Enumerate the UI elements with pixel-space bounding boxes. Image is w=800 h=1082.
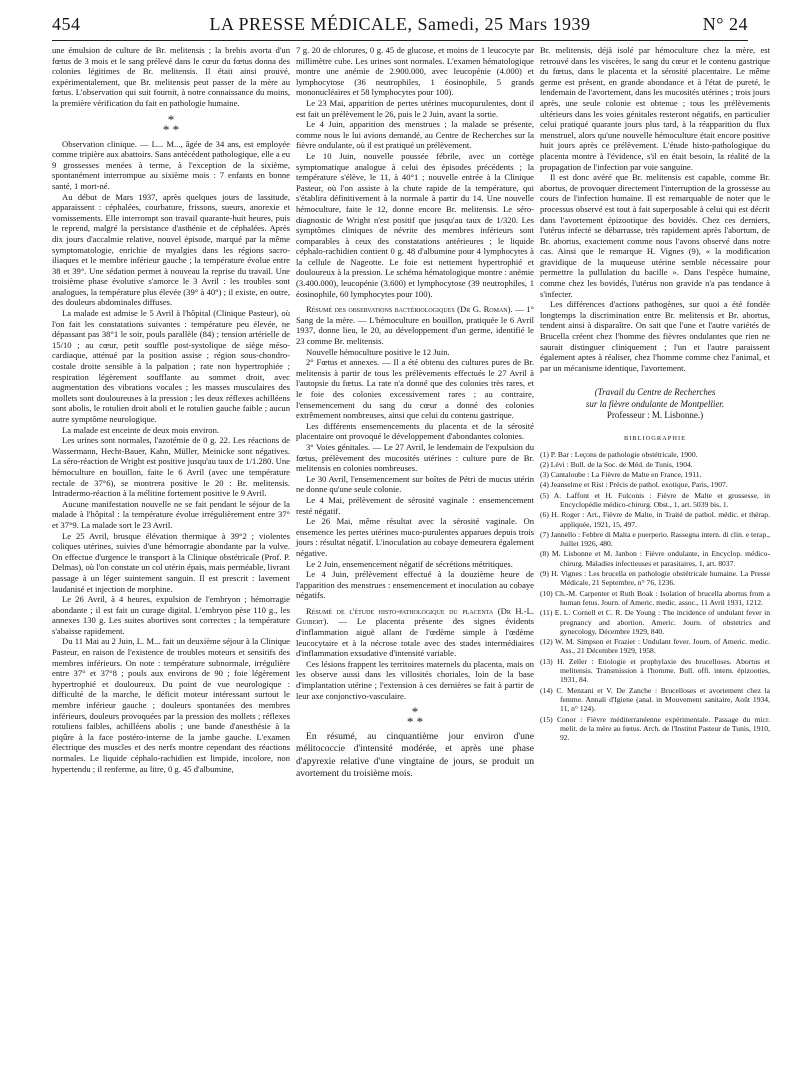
paragraph: Le 26 Mai, même résultat avec la sérosité vaginale. On ensemence les pertes utérines muco-purulentes apparues depuis trois jours : résultat négatif. L'inoculation au cobaye demeurera également négative.	[296, 516, 534, 558]
column-1	[52, 45, 290, 774]
credit-block	[540, 387, 770, 422]
bibliography-entry: (11) E. L. Cornell et C. R. De Young : The incidence of undulant fever in pregnancy and abortion. Americ. Journ. of obstetrics and gynecology, Décembre 1929, 840.	[540, 608, 770, 636]
paragraph: Ces lésions frappent les territoires maternels du placenta, mais on les observe aussi dans les villosités choriales, loin de la base d'implantation utérine ; l'extension à ces dernières se fait à partir de leur axe conjonctivo-vasculaire.	[296, 658, 534, 701]
paragraph: Il est donc avéré que Br. melitensis est capable, comme Br. abortus, de provoquer directement l'interruption de la grossesse au cours de l'infection humaine. Il est remarquable de noter que le processus observé est tout à fait superposable à celui qui est décrit dans l'avortement épizootique des bovidés. Chez ces derniers, l'utérus infecté se débarrasse, très rapidement après l'abortum, de Br. abortus, exactement comme nous l'avons observé dans notre cas. Ainsi que le remarque H. Vignes (9), « la modification gravidique de la muqueuse utérine semble nécessaire pour permettre la pullulation du bacille ». Dans l'espèce humaine, comme chez les bovidés, l'utérus non gravide n'a pas tendance à s'infecter.	[540, 172, 770, 299]
bibliography-entry: (2) Lévi : Bull. de la Soc. de Méd. de Tunis, 1904.	[540, 459, 693, 469]
heading-text: Résumé de l'étude histo-pathologique du placenta (Dr H.-L. Guibert).	[296, 605, 534, 627]
bibliography-entry: (14) C. Menzani et V. De Zanche : Brucelloses et avortement chez la femme. Annali d'Igiene (anal. in Mouvement sanitaire, Août 1934, 11, n° 124).	[540, 685, 770, 714]
paragraph: La malade est admise le 5 Avril à l'hôpital (Clinique Pasteur), où l'on fait les constatations suivantes : température peu élevée, ne dépassant pas 38°1 le soir, pouls parallèle (84) ; tension artérielle de 15/10 ; au cœur, petit souffle post-systolique de siège méso-cardiaque, atténué par la position assise ; région sous-chondro-costale droite sensible à la palpation ; rate non hypertrophiée ; respiration légèrement soufflante au sommet droit, avec augmentation des vibrations vocales ; les masses musculaires des mollets sont douloureuses à la pression ; les deux réflexes achilléens sont abolis, le rotulien droit aboli et le rotulien gauche faible ; aucun autre symptôme neurologique.	[52, 308, 290, 424]
paragraph: Le 10 Juin, nouvelle poussée fébrile, avec un cortège symptomatique analogue à celui des épisodes précédents ; la température s'élève, le 11, à 40°1 ; nouvelle entrée à la Clinique Pasteur, où l'on assiste à la chute rapide de la température, qui s'établira définitivement à la normale à partir du 14. Une nouvelle hémoculture, faite le 12, donne encore Br. melitensis. Le séro-diagnostic de Wright n'est positif que jusqu'au taux de 1/320. Les symptômes cliniques de névrite des membres inférieurs sont comparables à ceux des constatations antérieures ; le liquide céphalo-rachidien contient 0 g. 48 d'albumine pour 4 lymphocytes à la cellule de Nageotte. Le foie est nettement hypertrophié et douloureux à la pression. Le schéma hématologique montre : anémie (3.400.000), leucopénie (3.600) et lymphocytose (39 neutrophiles, 1 éosinophile, 60 lymphocytes pour 100).	[296, 150, 534, 299]
paragraph: Les urines sont normales, l'azotémie de 0 g. 22. Les réactions de Wassermann, Hecht-Bauer, Kahn, Müller, Meinicke sont négatives. La séro-réaction de Wright est positive jusqu'au taux de 1/1.280. Une hémoculture en bouillon, faite le 6 Avril (avec une température rectale de 37°6), se montrera positive le 20 : Br. melitensis. Intradermo-réaction à la mélitine fortement positive le 9 Avril.	[52, 435, 290, 499]
column-2	[296, 45, 534, 780]
paragraph: Le 4 Juin, prélèvement effectué à la douzième heure de l'apparition des menstrues : ensemencement et inoculation au cobaye négatifs.	[296, 569, 534, 601]
paragraph: Br. melitensis, déjà isolé par hémoculture chez la mère, est retrouvé dans les viscères, le sang du cœur et le contenu gastrique du fœtus, dans le placenta et la sérosité placentaire. Le même germe est présent, en grande abondance et à l'état de pureté, le lendemain de l'avortement, dans les mucosités utérines ; trois jours après, une seule colonie est obtenue ; tous les prélèvements ultérieurs dans les voies génitales resteront négatifs, en particulier celui pratiqué quarante jours plus tard, à la réapparition du flux menstruel, alors qu'une nouvelle hémoculture était encore positive huit jours après ce prélèvement. L'étude histo-pathologique du placenta montre à l'évidence, s'il en était besoin, la réalité de la propagation de l'infection par voie sanguine.	[540, 45, 770, 172]
paragraph: Le 30 Avril, l'ensemencement sur boîtes de Pétri de mucus utérin ne donne qu'une seule colonie.	[296, 473, 534, 495]
bibliography-entry: (9) H. Vignes : Les brucella en pathologie obstétricale humaine. La Presse Médicale, 21 Septembre, n° 76, 1236.	[540, 569, 770, 588]
paragraph: Le 23 Mai, apparition de pertes utérines mucopurulentes, dont il est fait un prélèvement le 26, puis le 2 Juin, avant la sortie.	[296, 97, 534, 119]
bibliography-entry: (7) Jannello : Febbre di Malta e puerperio. Rassegna intern. di clin. e terap., Juillet 1926, 480.	[540, 529, 770, 549]
page-number: 454	[52, 14, 81, 34]
column-3	[540, 45, 770, 743]
bibliography-entry: (8) M. Lisbonne et M. Janbon : Fièvre ondulante, in Encyclop. médico-chirurg. Maladies infectieuses et parasitaires, 1, art. 8037.	[540, 549, 770, 568]
paragraph: Le 25 Avril, brusque élévation thermique à 39°2 ; violentes coliques utérines, suivies d'une hémorragie abondante par la vulve. On effectue d'urgence le transport à la Clinique obstétricale (Prof. P. Delmas), où l'on constate un col utérin épais, mais perméable, livrant passage à un léger suintement sanguin. Il est prescrit : lavement laudanisé et injection de morphine.	[52, 530, 290, 594]
paragraph: Du 11 Mai au 2 Juin, L. M... fait un deuxième séjour à la Clinique Pasteur, en raison de l'existence de troubles moteurs et sensitifs des membres inférieurs. On note : température subnormale, irrégulière entre 37° et 37°8 ; pouls aux environs de 90 ; foie légèrement hypertrophié et douloureux. Du point de vue neurologique : difficulté de la marche, le déficit moteur intéressant surtout le membre inférieur gauche ; douleurs spontanées des membres inférieurs, douleurs provoquées par la pression des mollets ; réflexes rotuliens faibles, achilléens abolis ; une bande d'anesthésie à la piqûre à la face postéro-interne de la jambe gauche. L'examen électrique des muscles et des nerfs montre cependant des réactions normales. Le liquide céphalo-rachidien est limpide, incolore, non hypertendu ; il renferme, au litre, 0 g. 45 d'albumine,	[52, 636, 290, 774]
paragraph: Le 4 Juin, apparition des menstrues ; la malade se présente, comme nous le lui avions demandé, au Centre de Recherches sur la fièvre ondulante, où il est pratiqué un prélèvement.	[296, 119, 534, 151]
bibliography-entry: (5) A. Laffont et H. Fulconis : Fièvre de Malte et grossesse, in Encyclopédie médico-chirurg. Obst., 1, art. 5039 bis, 1.	[540, 490, 770, 509]
section-heading	[296, 304, 534, 346]
bibliography-entry: (10) Ch.-M. Carpenter et Ruth Boak : Isolation of brucella abortus from a human fetus. Journ. of Americ. medic. assoc., 11 Avril 1931, 1212.	[540, 588, 770, 607]
header-rule	[52, 40, 748, 41]
page-header	[52, 14, 748, 40]
paragraph: — 1° Sang de la mère. — L'hémoculture en bouillon, pratiquée le 6 Avril 1937, donne lieu, le 20, au développement d'un germe, identifié le 23 comme Br. melitensis.	[296, 304, 534, 347]
bibliography-list	[540, 450, 770, 743]
paragraph: 3° Voies génitales. — Le 27 Avril, le lendemain de l'expulsion du fœtus, prélèvement des mucosités utérines : culture pure de Br. melitensis en colonies nombreuses.	[296, 441, 534, 474]
paragraph: Les différences d'actions pathogènes, sur quoi a été fondée longtemps la discrimination entre Br. melitensis et Br. abortus, tendent ainsi à disparaître. On sait que l'une et l'autre variétés de Brucella créent chez l'homme des fièvres ondulantes que rien ne saurait distinguer cliniquement ; l'un et l'autre paraissent également aptes à réaliser, chez l'homme comme chez l'animal, et par un mécanisme identique, l'avortement.	[540, 299, 770, 373]
paragraph: En résumé, au cinquantième jour environ d'une mélitococcie d'intensité modérée, et après une phase d'apyrexie relative d'une vingtaine de jours, se produit un avortement du troisième mois.	[296, 731, 534, 779]
paragraph: une émulsion de culture de Br. melitensis ; la brebis avorta d'un fœtus de 3 mois et le sang prélevé dans le cœur du fœtus donna des colonies légitimes de Br. melitensis. Il était ainsi prouvé, expérimentalement, que Br. melitensis peut passer de la mère au fœtus. L'observation qui suit fournit, à notre connaissance du moins, la première vérification du fait en pathologie humaine.	[52, 45, 290, 108]
credit-line: (Travail du Centre de Recherches	[594, 387, 716, 398]
bibliography-entry: (3) Cantaloube : La Fièvre de Malte en France, 1911.	[540, 470, 702, 480]
section-heading	[296, 606, 534, 659]
paragraph: Le 2 Juin, ensemencement négatif de sécrétions métritiques.	[306, 558, 513, 569]
paragraph: La malade est enceinte de deux mois environ.	[62, 424, 220, 435]
bibliography-entry: (13) H. Zeller : Etiologie et prophylaxie des brucelloses. Abortus et melitensis. Transmission à l'homme. Bull. offi. intern. épizooties, 1931, 84.	[540, 656, 770, 685]
paragraph: Le 4 Mai, prélèvement de sérosité vaginale : ensemencement resté négatif.	[296, 494, 534, 516]
journal-title: LA PRESSE MÉDICALE, Samedi, 25 Mars 1939	[209, 14, 591, 34]
bibliography-entry: (4) Jeanselme et Rist : Précis de pathol. exotique, Paris, 1907.	[540, 480, 728, 490]
bibliography-heading: BIBLIOGRAPHIE	[624, 434, 686, 442]
paragraph: Les différents ensemencements du placenta et de la sérosité placentaire ont provoqué le développement d'abondantes colonies.	[296, 420, 534, 442]
section-separator: * * *	[162, 111, 180, 137]
paragraph: — Le placenta présente des signes évidents d'inflammation aiguë allant de l'œdème simple à l'œdème leucocytaire et à la nécrose totale avec des stades intermédiaires d'inflammation exsudative d'intensité variable.	[296, 616, 534, 659]
bibliography-entry: (15) Conor : Fièvre méditerranéenne expérimentale. Passage du micr. melit. de la mère au fœtus. Arch. de l'Institut Pasteur de Tunis, 1910, 92.	[540, 714, 770, 743]
bibliography-entry: (6) H. Roger : Art., Fièvre de Malte, in Traité de pathol. médic. et thérap. appliquée, 1921, 15, 497.	[540, 510, 770, 529]
paragraph: 2° Fœtus et annexes. — Il a été obtenu des cultures pures de Br. melitensis à partir de tous les prélèvements effectués le 27 Avril à l'autopsie du fœtus. La rate n'a donné que des colonies très rares, et le foie des colonies excessivement rares ; au contraire, l'ensemencement du sang du cœur a donné des colonies extrêmement nombreuses, ainsi que celui du contenu gastrique.	[296, 357, 534, 421]
paragraph: Observation clinique. — L... M..., âgée de 34 ans, est employée comme tripière aux abattoirs. Sans antécédent pathologique, elle a eu 9 grossesses menées à terme, à l'exception de la sixième, spontanément interrompue au sixième mois : 7 enfants en bonne santé, 1 mort-né.	[52, 138, 290, 191]
paragraph: Au début de Mars 1937, après quelques jours de lassitude, apparaissent : céphalées, courbature, frissons, sueurs, anorexie et vomissements. Elle interrompt son travail quarante-huit heures, puis le reprend, malgré la persistance d'asthénie et de céphalées. Après dix jours d'accalmie relative, nouvel épisode, marqué par la même symptomatologie, enrichie de myalgies dans les régions sacro-iliaques et le membre inférieur gauche ; la température évolue entre 38 et 39°. Une sédation permet à nouveau la reprise du travail. Une troisième phase évolutive s'amorce le 3 Avril : les troubles sont analogues, la température plus élevée (39° à 40°) ; il existe, en outre, des douleurs abdominales diffuses.	[52, 191, 290, 308]
credit-line: sur la fièvre ondulante de Montpellier.	[585, 398, 725, 409]
paragraph: Le 26 Avril, à 4 heures, expulsion de l'embryon ; hémorragie abondante ; il est fait un curage digital. L'embryon pèse 110 g., les annexes 130 g. Les suites abortives sont correctes ; la température s'abaisse rapidement.	[52, 594, 290, 636]
paragraph: Nouvelle hémoculture positive le 12 Juin.	[306, 346, 450, 357]
bibliography-entry: (1) P. Bar : Leçons de pathologie obstétricale, 1900.	[540, 449, 698, 459]
bibliography-entry: (12) W. M. Simpson et Frazier : Undulant fever. Journ. of Americ. medic. Ass., 21 Décembre 1929, 1958.	[540, 637, 770, 656]
credit-line: Professeur : M. Lisbonne.)	[606, 410, 704, 421]
heading-text: Résumé des observations bactériologiques (Dr G. Roman).	[306, 304, 513, 315]
paragraph: 7 g. 20 de chlorures, 0 g. 45 de glucose, et moins de 1 leucocyte par millimètre cube. Les urines sont normales. L'examen hématologique montre une anémie de 2.900.000, avec leucopénie (4.000) et lymphocytose (36 neutrophiles, 1 éosinophile, 5 grands mononucléaires et 58 lymphocytes pour 100).	[296, 45, 534, 98]
paragraph: Aucune manifestation nouvelle ne se fait pendant le séjour de la malade à l'hôpital : la température évolue irrégulièrement entre 37° et 37°9. La malade sort le 23 Avril.	[52, 498, 290, 530]
issue-number: N° 24	[702, 14, 748, 34]
section-separator: * * *	[406, 704, 424, 730]
